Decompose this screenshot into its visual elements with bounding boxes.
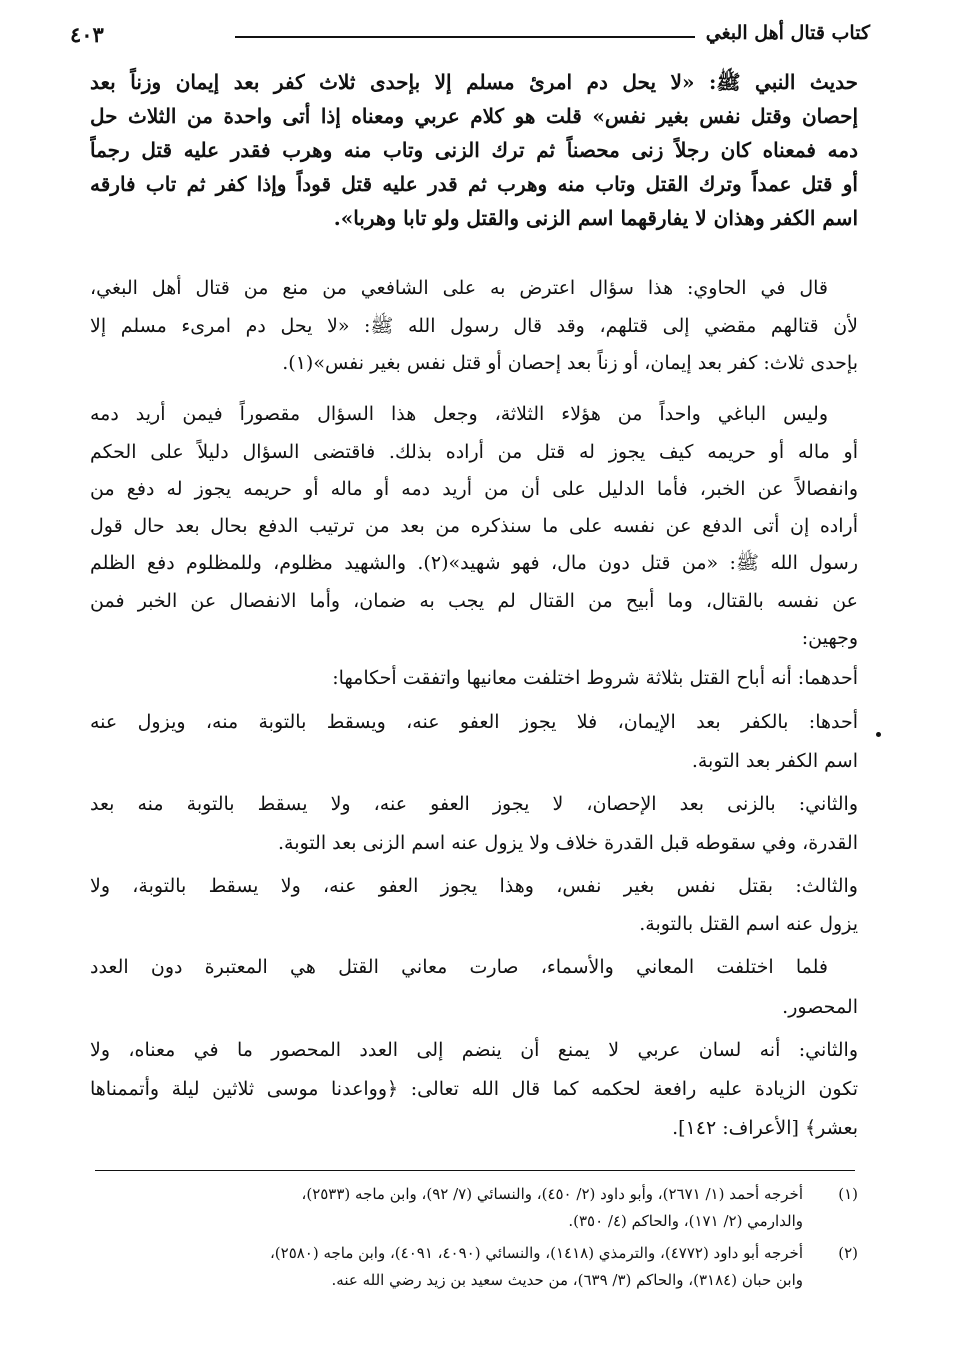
page-number: ٤٠٣ — [70, 22, 104, 47]
margin-dot — [876, 732, 881, 737]
footnote-number: (٢) — [838, 1244, 858, 1262]
footnote-line: والدارمي (٢/ ١٧١)، والحاكم (٤/ ٣٥٠). — [568, 1212, 803, 1230]
text-line: تكون الزيادة عليه رافعة لحكمه كما قال الله تعالى: ﴿وواعدنا موسى ثلاثين ليلة وأتممناها — [90, 1078, 858, 1100]
footnote-line: أخرجه أبو داود (٤٧٧٢)، والترمذي (١٤١٨)، والنسائي (٤٠٩٠، ٤٠٩١)، وابن ماجه (٢٥٨٠)، — [269, 1244, 803, 1262]
text-line: وجهين: — [801, 627, 858, 649]
footnote-line: أخرجه أحمد (١/ ٢٦٧١)، وأبو داود (٢/ ٤٥٠)، والنسائي (٧/ ٩٢)، وابن ماجه (٢٥٣٣)، — [301, 1185, 803, 1203]
text-line: والثالث: بقتل نفس بغير نفس، وهذا يجوز العفو عنه، ولا يسقط بالتوبة، ولا — [90, 875, 858, 897]
text-line: بعشر﴾ [الأعراف: ١٤٢]. — [672, 1117, 858, 1139]
text-line: دمه فمعناه كان رجلاً زنى محصناً ثم ترك الزنى وتاب منه وهرب فقدر عليه قتل رجماً — [90, 138, 858, 162]
footnote-line: وابن حبان (٣١٨٤)، والحاكم (٣/ ٦٣٩)، من حديث سعيد بن زيد رضي الله عنه. — [331, 1271, 803, 1289]
text-line: القدرة، وفي سقوطه قبل القدرة خلاف ولا يزول عنه اسم الزنى بعد التوبة. — [277, 832, 858, 854]
text-line: عن نفسه بالقتال، وما أبيح من القتال لم يجب به ضمان، وأما الانفصال عن الخبر فمن — [90, 590, 858, 612]
text-line: وانفصالاً عن الخبر، فأما الدليل على أن من أريد دمه أو ماله أو حريمه يجوز له دفع من — [90, 478, 858, 500]
footnote-number: (١) — [838, 1185, 858, 1203]
text-line: قال في الحاوي: هذا سؤال اعترض به على الشافعي من منع من قتال أهل البغي، — [90, 277, 828, 299]
text-line: رسول الله ﷺ: «من قتل دون مال، فهو شهيد»(٢). والشهيد مظلوم، وللمظلوم دفع الظلم — [90, 552, 858, 574]
text-line: إحصان وقتل نفس بغير نفس» قلت هو كلام عربي ومعناه إذا أتى واحدة من الثلاث حل — [90, 104, 858, 128]
text-line: يزول عنه اسم القتل بالتوبة. — [639, 913, 858, 935]
text-line: حديث النبي ﷺ: «لا يحل دم امرئ مسلم إلا بإحدى ثلاث كفر بعد إيمان وزناً بعد — [90, 70, 858, 94]
chapter-title: كتاب قتال أهل البغي — [705, 22, 870, 44]
text-line: أحدهما: أنه أباح القتل بثلاثة شروط اختلفت معانيها واتفقت أحكامها: — [332, 667, 858, 689]
header-rule — [235, 36, 695, 38]
text-line: اسم الكفر بعد التوبة. — [691, 750, 858, 772]
text-line: أو قتل عمداً وترك القتل وتاب منه وهرب ثم قدر عليه قتل قوداً وإذا كفر ثم تاب فارقه — [90, 172, 858, 196]
text-line: أحدها: بالكفر بعد الإيمان، فلا يجوز العفو عنه، ويسقط بالتوبة منه، ويزول عنه — [90, 711, 858, 733]
text-line: والثاني: بالزنى بعد الإحصان، لا يجوز العفو عنه، ولا يسقط بالتوبة منه بعد — [90, 793, 858, 815]
text-line: بإحدى ثلاث: كفر بعد إيمان، أو زناً بعد إحصان أو قتل نفس بغير نفس»(١). — [282, 352, 858, 374]
footnote-rule — [95, 1170, 855, 1171]
text-line: أو ماله أو حريمه كيف يجوز له قتل من أراده بذلك. فاقتضى السؤال دليلاً على الحكم — [90, 441, 858, 463]
running-header — [70, 22, 870, 52]
text-line: اسم الكفر وهذان لا يفارقهما اسم الزنى والقتل ولو تابا وهربا». — [333, 206, 858, 230]
text-line: لأن قتالهم مقضي إلى قتلهم، وقد قال رسول الله ﷺ: «لا يحل دم امرىء مسلم إلا — [90, 315, 858, 337]
text-line: المحصور. — [782, 996, 858, 1018]
text-line: وليس الباغي واحداً من هؤلاء الثلاثة، وجعل هذا السؤال مقصوراً فيمن أريد دمه — [90, 403, 828, 425]
text-line: والثاني: أنه لسان عربي لا يمنع أن ينضم إلى العدد المحصور ما في معناه، ولا — [90, 1039, 858, 1061]
text-line: أراده إن أتى الدفع عن نفسه على ما سنذكره من بعد من ترتيب الدفع بحال بعد حال قول — [90, 515, 858, 537]
text-line: فلما اختلفت المعاني والأسماء، صارت معاني القتل هي المعتبرة دون العدد — [90, 956, 828, 978]
